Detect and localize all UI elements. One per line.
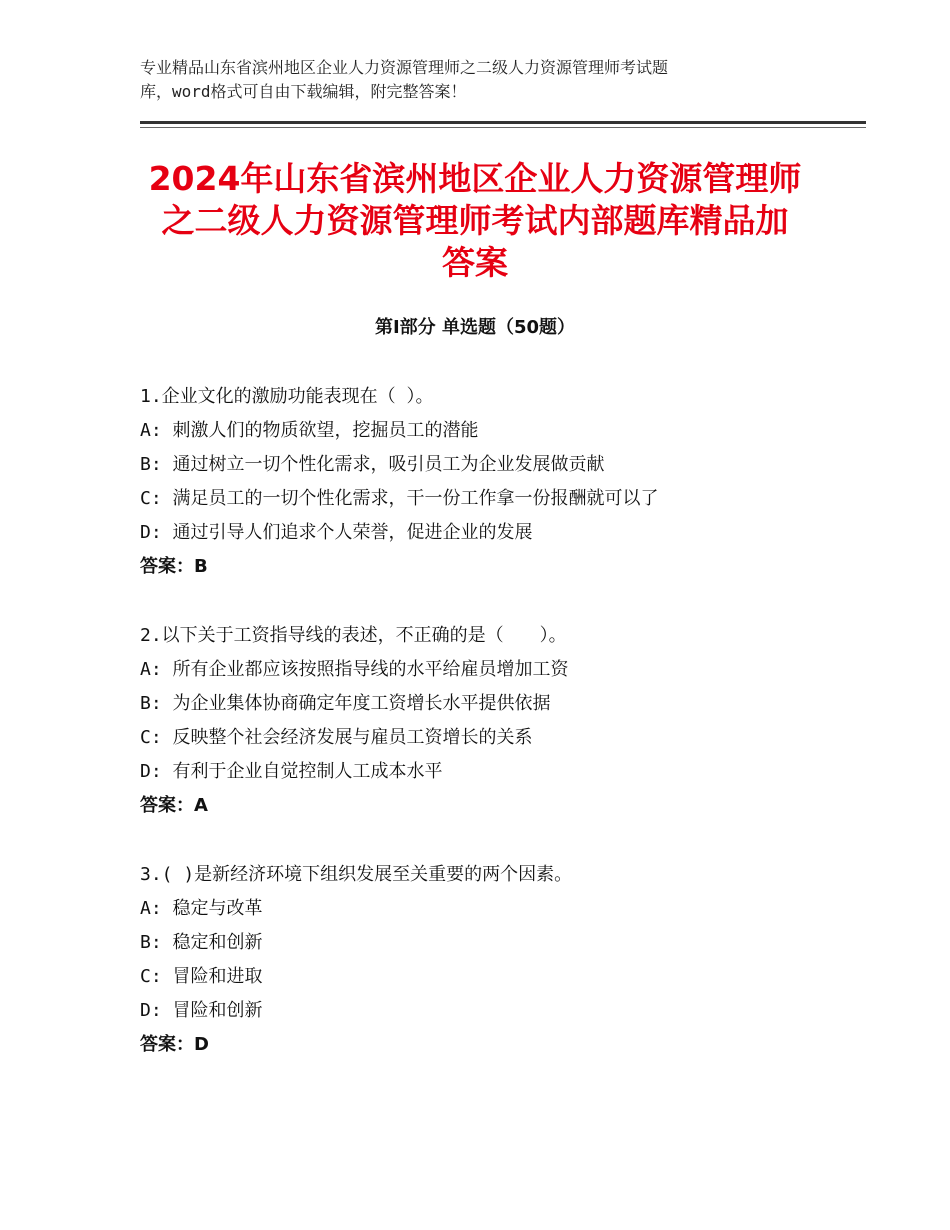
option-a: A: 所有企业都应该按照指导线的水平给雇员增加工资: [140, 659, 569, 680]
option-b: B: 为企业集体协商确定年度工资增长水平提供依据: [140, 693, 551, 714]
option-b: B: 通过树立一切个性化需求，吸引员工为企业发展做贡献: [140, 454, 605, 475]
section-title: 第Ⅰ部分 单选题（50题）: [374, 317, 575, 338]
option-a: A: 稳定与改革: [140, 898, 263, 919]
header-divider-thick: [140, 121, 866, 124]
option-c: C: 冒险和进取: [140, 966, 263, 987]
header-note-line-1: 专业精品山东省滨州地区企业人力资源管理师之二级人力资源管理师考试题: [140, 58, 669, 77]
option-c: C: 满足员工的一切个性化需求，干一份工作拿一份报酬就可以了: [140, 488, 659, 509]
option-a: A: 刺激人们的物质欲望，挖掘员工的潜能: [140, 420, 479, 441]
question-stem: 1.企业文化的激励功能表现在（ ）。: [140, 386, 434, 407]
option-d: D: 有利于企业自觉控制人工成本水平: [140, 761, 443, 782]
question-3: [140, 858, 840, 1062]
option-c: C: 反映整个社会经济发展与雇员工资增长的关系: [140, 727, 533, 748]
question-2: [140, 619, 840, 823]
option-d: D: 通过引导人们追求个人荣誉，促进企业的发展: [140, 522, 533, 543]
option-b: B: 稳定和创新: [140, 932, 263, 953]
option-d: D: 冒险和创新: [140, 1000, 263, 1021]
header-divider-thin: [140, 127, 866, 128]
question-1: [140, 380, 840, 584]
question-stem: 3.( )是新经济环境下组织发展至关重要的两个因素。: [140, 864, 573, 885]
answer-label: 答案：B: [140, 556, 208, 577]
document-title-line-1: 2024年山东省滨州地区企业人力资源管理师: [148, 159, 802, 198]
answer-label: 答案：D: [140, 1034, 209, 1055]
document-title-line-3: 答案: [442, 243, 508, 282]
document-title: [120, 158, 830, 284]
answer-label: 答案：A: [140, 795, 208, 816]
question-stem: 2.以下关于工资指导线的表述，不正确的是（ ）。: [140, 625, 567, 646]
document-title-line-2: 之二级人力资源管理师考试内部题库精品加: [161, 201, 789, 240]
header-note-line-2: 库，word格式可自由下载编辑，附完整答案！: [140, 82, 467, 101]
header-note: [140, 56, 810, 104]
